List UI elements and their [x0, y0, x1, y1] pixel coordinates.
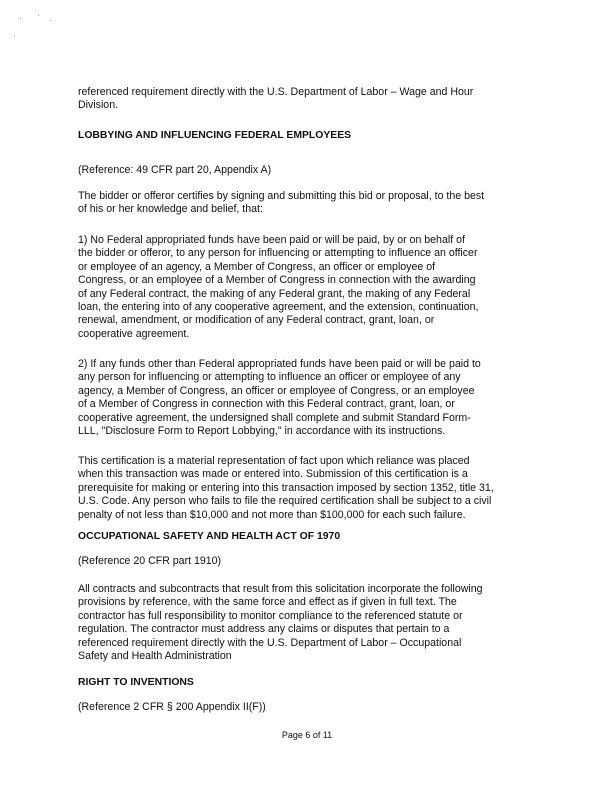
text-line: penalty of not less than $10,000 and not more than $100,000 for each such failure. — [78, 508, 466, 521]
text-line: This certification is a material representation of fact upon which reliance was placed — [78, 455, 470, 467]
text-line: of a Member of Congress in connection with this Federal contract, grant, loan, or — [78, 398, 455, 411]
paragraph — [78, 555, 548, 568]
text-line: Division. — [78, 99, 119, 112]
section-heading — [78, 676, 548, 689]
section-heading — [78, 129, 548, 142]
section-heading — [78, 530, 548, 543]
text-line: Congress, or an employee of a Member of Congress in connection with the awarding — [78, 274, 476, 287]
paragraph — [78, 358, 548, 438]
paragraph — [78, 164, 548, 177]
text-line: All contracts and subcontracts that result from this solicitation incorporate the following — [78, 583, 483, 595]
text-line: renewal, amendment, or modification of any Federal contract, grant, loan, or — [78, 314, 435, 327]
text-line: 1) No Federal appropriated funds have been paid or will be paid, by or on behalf of — [78, 234, 465, 246]
text-line: contractor has full responsibility to monitor compliance to the referenced statute or — [78, 609, 463, 622]
text-line: of his or her knowledge and belief, that: — [78, 203, 263, 216]
text-line: regulation. The contractor must address any claims or disputes that pertain to a — [78, 623, 450, 636]
paragraph — [78, 234, 548, 341]
paragraph — [78, 86, 548, 113]
text-line: referenced requirement directly with the U.S. Department of Labor – Wage and Hour — [78, 86, 474, 98]
text-line: referenced requirement directly with the U.S. Department of Labor – Occupational — [78, 636, 462, 649]
text-line: Safety and Health Administration — [78, 650, 232, 663]
text-line: any person for influencing or attempting to influence an officer or employee of any — [78, 371, 461, 384]
scan-speck — [50, 20, 51, 21]
text-line: the bidder or offeror, to any person for influencing or attempting to influence an officer — [78, 247, 478, 260]
text-line: U.S. Code. Any person who fails to file the required certification shall be subject to a civil — [78, 495, 492, 508]
text-line: agency, a Member of Congress, an officer or employee of Congress, or an employee — [78, 384, 475, 397]
text-line: cooperative agreement. — [78, 327, 190, 340]
text-line: 2) If any funds other than Federal appropriated funds have been paid or will be paid to — [78, 358, 481, 370]
text-line: RIGHT TO INVENTIONS — [78, 677, 194, 688]
scan-speck — [38, 15, 39, 16]
text-line: (Reference 20 CFR part 1910) — [78, 555, 222, 567]
text-line: (Reference 2 CFR § 200 Appendix II(F)) — [78, 701, 266, 713]
text-line: LOBBYING AND INFLUENCING FEDERAL EMPLOYEES — [78, 130, 352, 141]
text-line: loan, the entering into of any cooperative agreement, and the extension, continuation, — [78, 301, 479, 314]
text-line: cooperative agreement, the undersigned shall complete and submit Standard Form- — [78, 411, 471, 424]
text-line: prerequisite for making or entering into this transaction imposed by section 1352, title 31, — [78, 481, 494, 494]
paragraph — [78, 190, 548, 217]
text-line: or employee of an agency, a Member of Congress, an officer or employee of — [78, 260, 436, 273]
text-line: The bidder or offeror certifies by signing and submitting this bid or proposal, to the best — [78, 190, 485, 202]
text-line: of any Federal contract, the making of any Federal grant, the making of any Federal — [78, 287, 471, 300]
paragraph — [78, 701, 548, 714]
text-line: when this transaction was made or entered into. Submission of this certification is a — [78, 468, 468, 481]
paragraph — [78, 583, 548, 663]
scan-speck — [14, 36, 15, 37]
text-line: (Reference: 49 CFR part 20, Appendix A) — [78, 164, 272, 176]
text-line: provisions by reference, with the same force and effect as if given in full text. The — [78, 596, 457, 609]
page-number: Page 6 of 11 — [281, 730, 333, 740]
text-line: OCCUPATIONAL SAFETY AND HEALTH ACT OF 1970 — [78, 531, 341, 542]
scan-speck — [20, 18, 21, 19]
paragraph — [78, 455, 548, 522]
text-line: LLL, "Disclosure Form to Report Lobbying," in accordance with its instructions. — [78, 425, 446, 438]
